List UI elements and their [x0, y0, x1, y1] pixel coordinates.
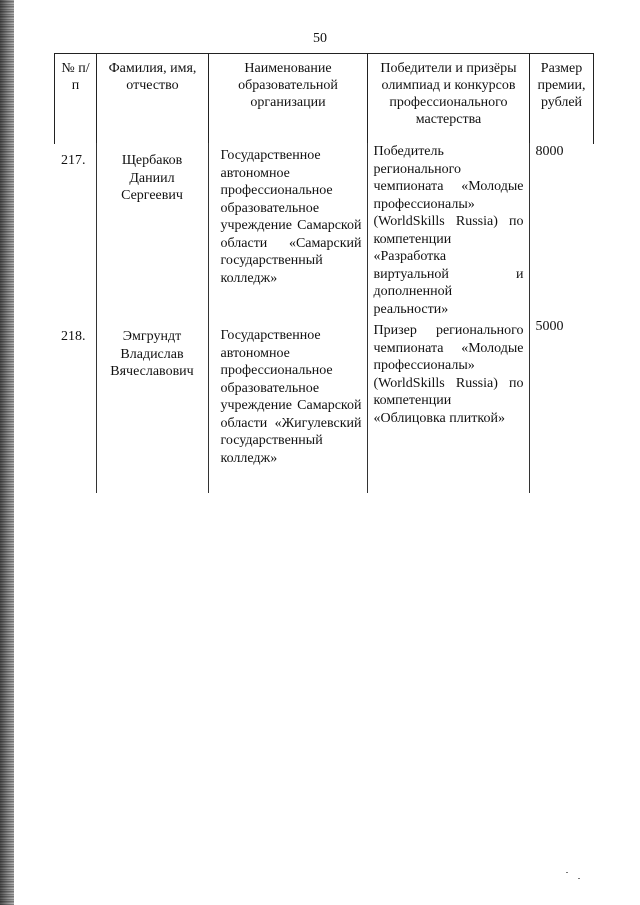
table-row — [54, 143, 593, 318]
scan-speck — [578, 878, 580, 879]
table-row — [54, 318, 593, 493]
row-num: 218. — [54, 318, 96, 493]
awards-table — [54, 143, 593, 493]
header-achievement: Победители и призёры олимпиад и конкурсов профессионального мастерства — [368, 54, 530, 144]
row-org: Государственное автономное профессиональное образовательное учреждение Самарской области «Самарский государственный колледж» — [208, 143, 367, 318]
header-org: Наименование образовательной организации — [209, 54, 368, 144]
header-prize: Размер премии, рублей — [530, 54, 594, 144]
header-name: Фамилия, имя, отчество — [97, 54, 209, 144]
header-num: № п/п — [55, 54, 97, 144]
row-prize: 5000 — [529, 318, 593, 493]
row-num: 217. — [54, 143, 96, 318]
row-name: Эмгрундт Владислав Вячеславович — [96, 318, 208, 493]
page-number: 50 — [313, 31, 327, 46]
scan-speck — [566, 872, 568, 873]
row-prize: 8000 — [529, 143, 593, 318]
row-org: Государственное автономное профессиональное образовательное учреждение Самарской области «Жигулевский государственный колледж» — [208, 318, 367, 493]
scan-edge-shadow — [0, 0, 14, 905]
row-achievement: Победитель регионального чемпионата «Молодые профессионалы» (WorldSkills Russia) по компетенции «Разработка виртуальной и дополненной реальности» — [367, 143, 529, 318]
table-header — [54, 53, 594, 144]
row-name: Щербаков Даниил Сергеевич — [96, 143, 208, 318]
row-achievement: Призер регионального чемпионата «Молодые профессионалы» (WorldSkills Russia) по компетенции «Облицовка плиткой» — [367, 318, 529, 493]
